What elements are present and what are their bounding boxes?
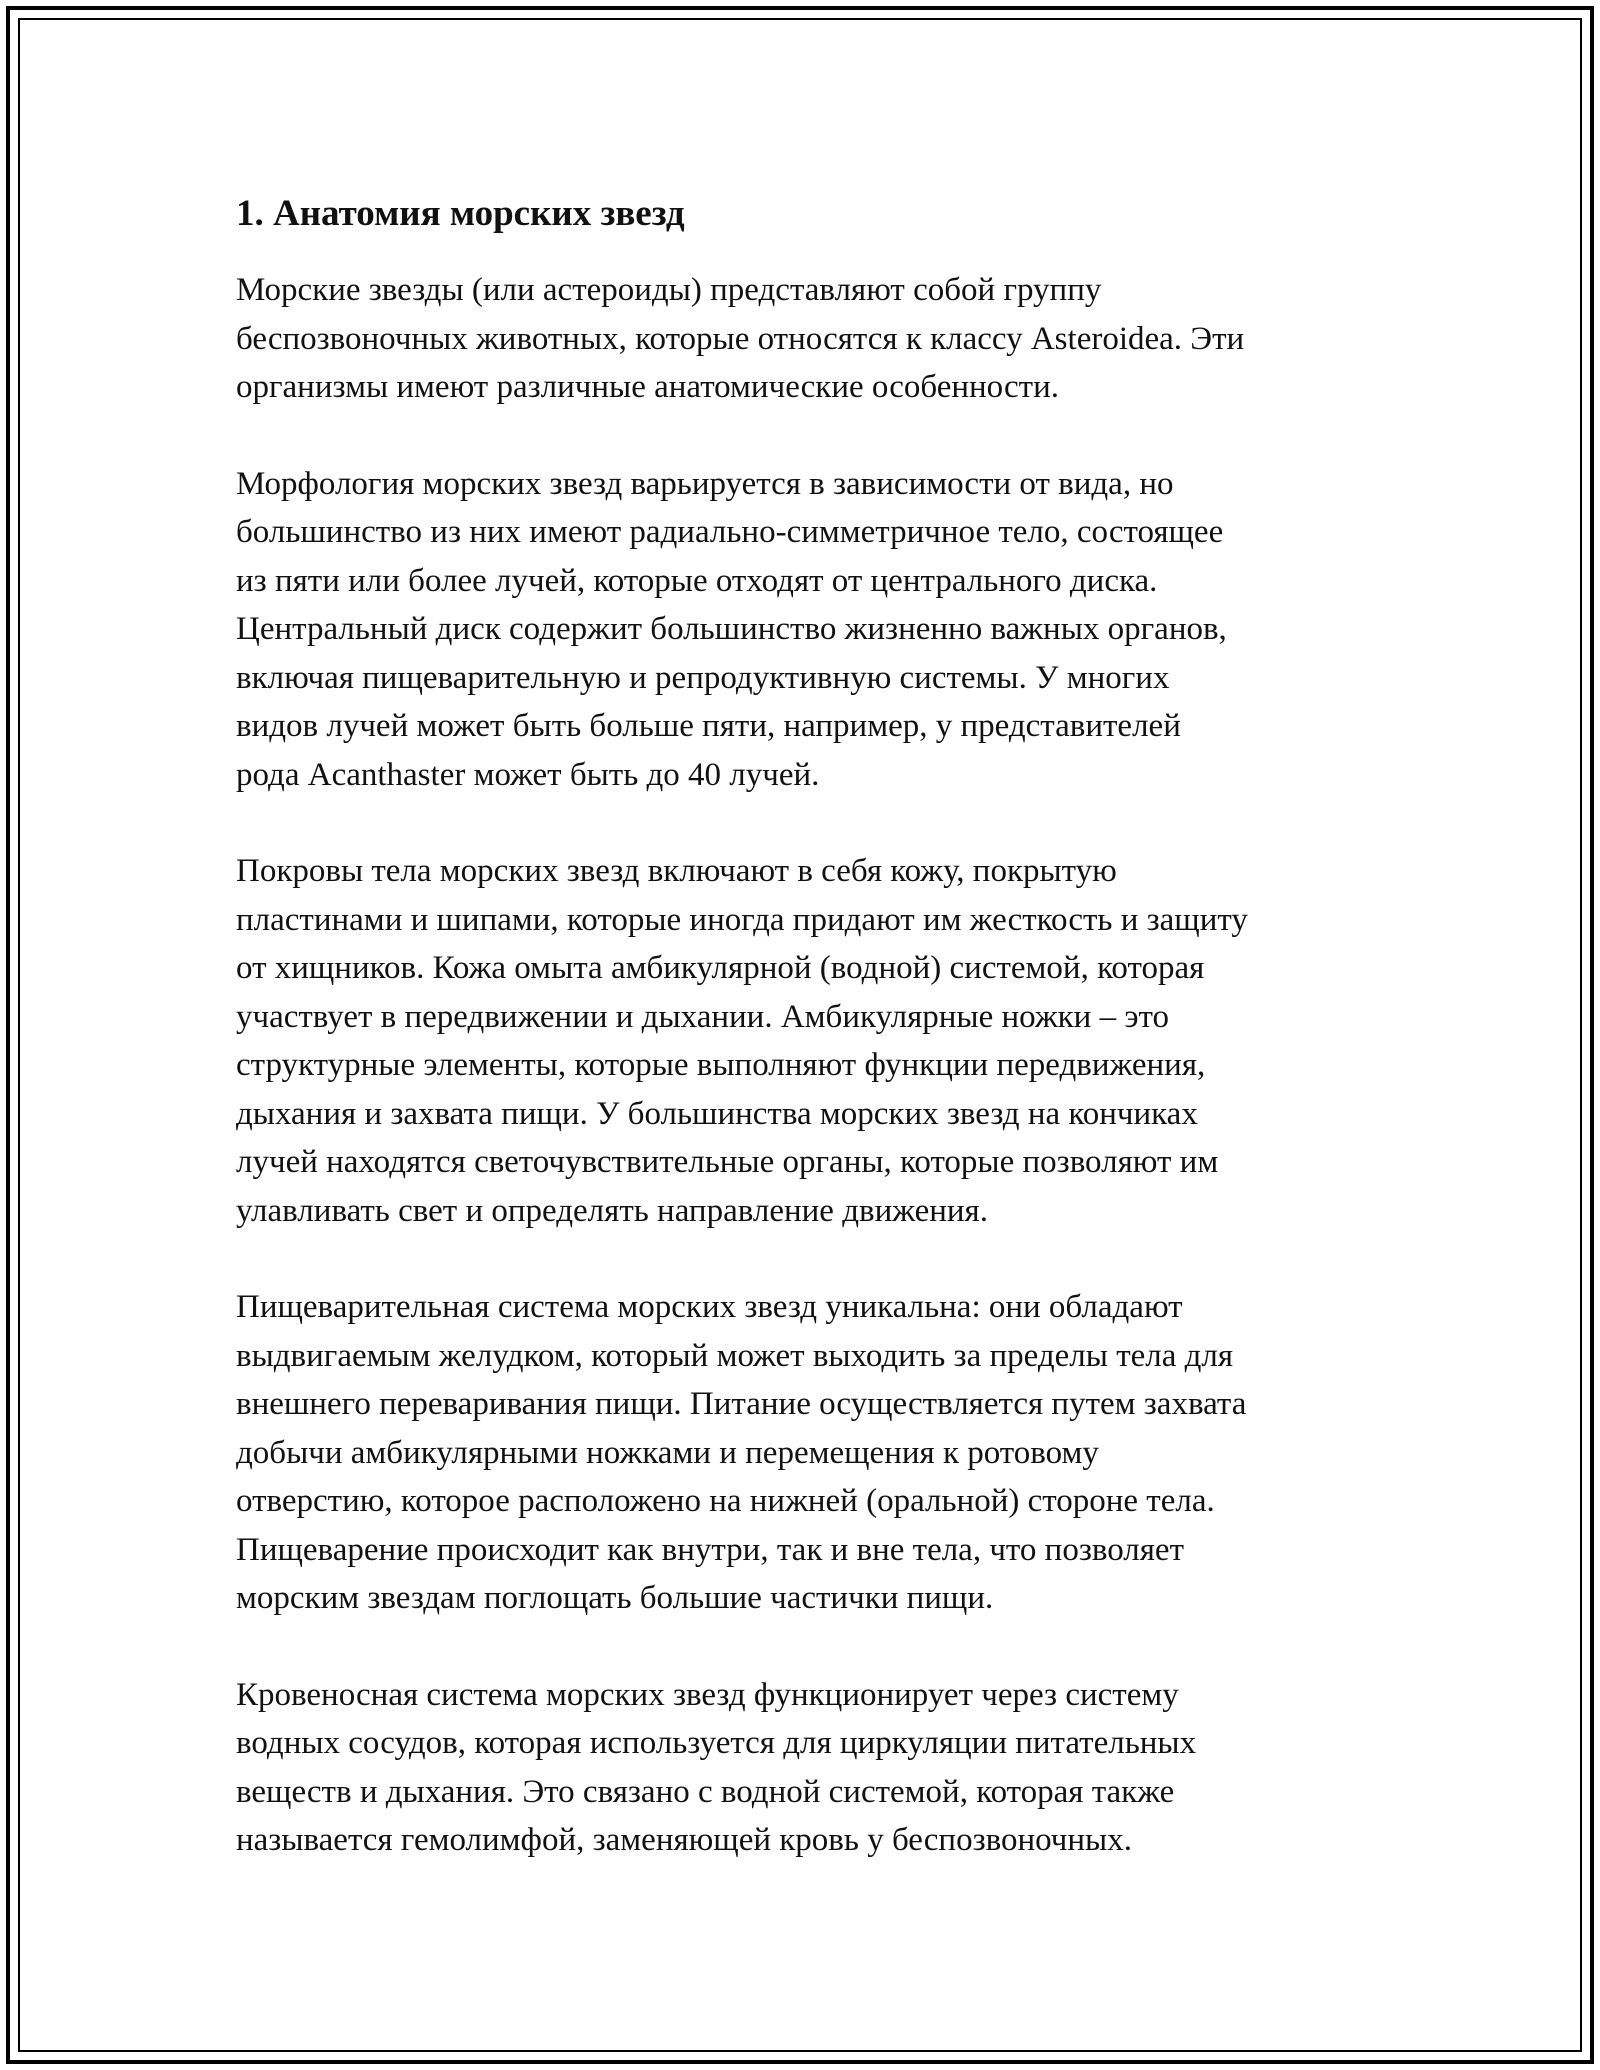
paragraph-circulatory xyxy=(236,1671,1376,1865)
text-line: добычи амбикулярными ножками и перемещения к ротовому xyxy=(236,1434,1099,1471)
text-line: Пищеварительная система морских звезд уникальна: они обладают xyxy=(236,1289,1183,1325)
text-line: видов лучей может быть больше пяти, например, у представителей xyxy=(236,708,1181,744)
text-line: называется гемолимфой, заменяющей кровь у беспозвоночных. xyxy=(236,1822,1132,1858)
paragraph-integument xyxy=(236,847,1376,1235)
text-line: включая пищеварительную и репродуктивную системы. У многих xyxy=(236,659,1170,696)
text-line: Морские звезды (или астероиды) представляют собой группу xyxy=(236,272,1102,308)
text-line: веществ и дыхания. Это связано с водной системой, которая также xyxy=(236,1773,1175,1810)
text-line: участвует в передвижении и дыхании. Амбикулярные ножки – это xyxy=(236,998,1169,1035)
text-line: пластинами и шипами, которые иногда придают им жесткость и защиту xyxy=(236,901,1248,938)
text-line: отверстию, которое расположено на нижней (оральной) стороне тела. xyxy=(236,1483,1215,1519)
text-line: дыхания и захвата пищи. У большинства морских звезд на кончиках xyxy=(236,1095,1198,1132)
text-line: выдвигаемым желудком, который может выходить за пределы тела для xyxy=(236,1337,1234,1374)
paragraph-digestive xyxy=(236,1283,1376,1623)
paragraph-morphology xyxy=(236,460,1376,800)
text-line: внешнего переваривания пищи. Питание осуществляется путем захвата xyxy=(236,1386,1247,1422)
text-line: улавливать свет и определять направление движения. xyxy=(236,1192,988,1229)
text-line: Центральный диск содержит большинство жизненно важных органов, xyxy=(236,611,1227,647)
text-line: от хищников. Кожа омыта амбикулярной (водной) системой, которая xyxy=(236,950,1205,986)
text-line: водных сосудов, которая используется для циркуляции питательных xyxy=(236,1725,1197,1761)
text-line: Кровеносная система морских звезд функционирует через систему xyxy=(236,1676,1179,1713)
text-line: Покровы тела морских звезд включают в себя кожу, покрытую xyxy=(236,853,1117,889)
text-line: Морфология морских звезд варьируется в зависимости от вида, но xyxy=(236,465,1174,502)
document-body xyxy=(236,186,1376,1913)
text-line: организмы имеют различные анатомические особенности. xyxy=(236,369,1059,405)
section-heading: 1. Анатомия морских звезд xyxy=(236,193,685,234)
text-line: морским звездам поглощать большие частички пищи. xyxy=(236,1580,994,1616)
text-line: из пяти или более лучей, которые отходят от центрального диска. xyxy=(236,562,1158,599)
text-line: большинство из них имеют радиально-симметричное тело, состоящее xyxy=(236,514,1224,550)
text-line: рода Acanthaster может быть до 40 лучей. xyxy=(236,756,820,793)
paragraph-intro xyxy=(236,266,1376,412)
text-line: беспозвоночных животных, которые относятся к классу Asteroidea. Эти xyxy=(236,320,1245,357)
text-line: лучей находятся светочувствительные органы, которые позволяют им xyxy=(236,1144,1219,1180)
text-line: Пищеварение происходит как внутри, так и вне тела, что позволяет xyxy=(236,1531,1184,1568)
text-line: структурные элементы, которые выполняют функции передвижения, xyxy=(236,1047,1206,1083)
